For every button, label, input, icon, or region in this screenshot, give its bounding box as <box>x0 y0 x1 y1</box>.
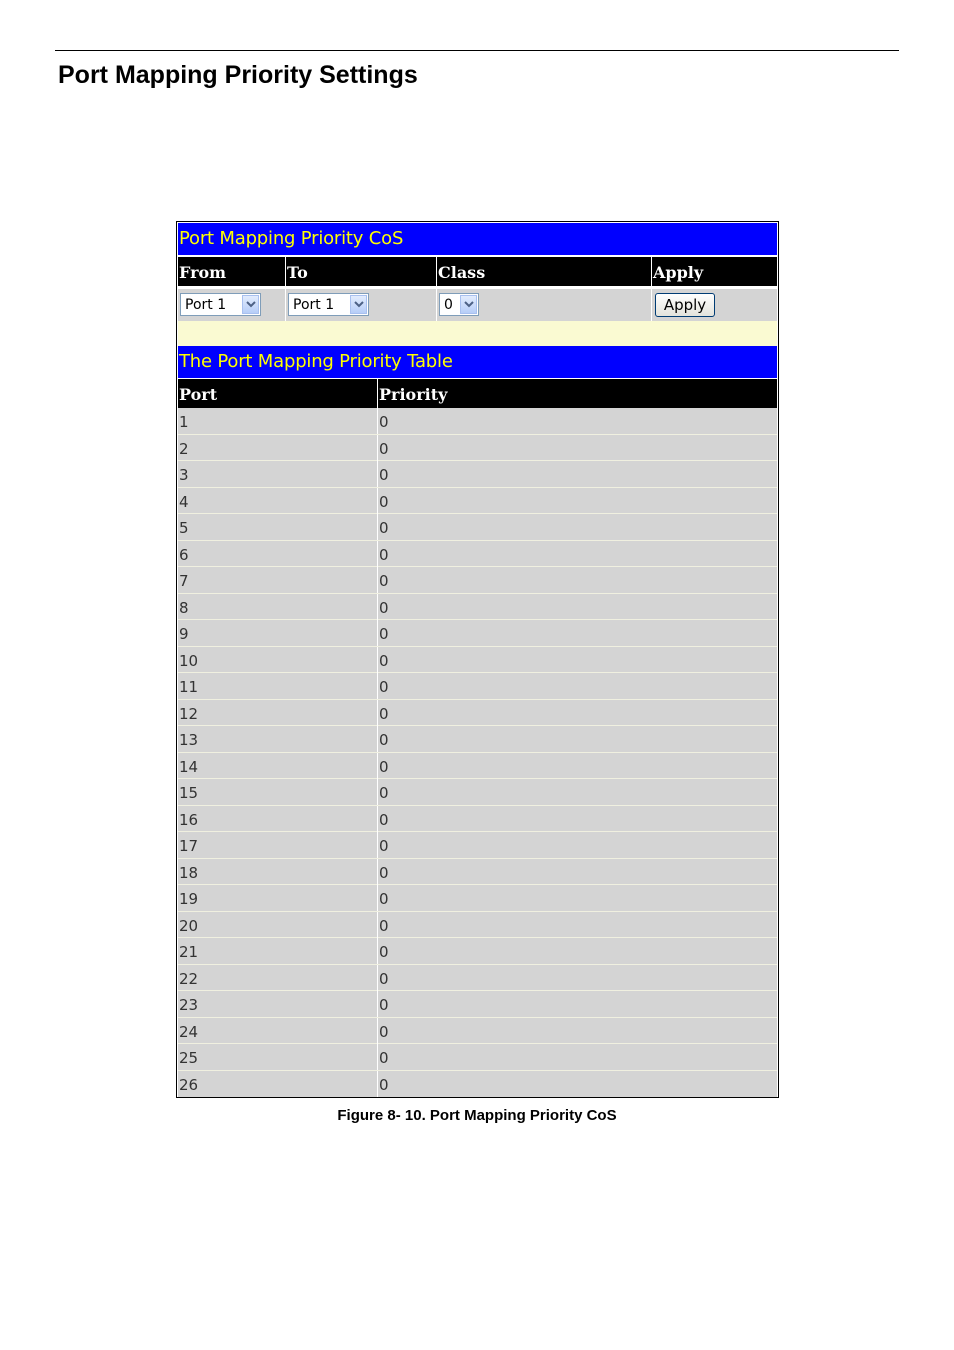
priority-cell: 0 <box>379 757 389 776</box>
priority-cell: 0 <box>379 598 389 617</box>
table-row <box>178 885 777 912</box>
port-cell: 16 <box>179 810 199 829</box>
port-cell: 9 <box>179 625 189 643</box>
priority-cell: 0 <box>379 784 389 802</box>
table-row <box>178 673 777 700</box>
table-row <box>178 408 777 435</box>
port-cell: 26 <box>179 1075 199 1094</box>
table-row <box>178 753 777 780</box>
table-row <box>178 806 777 833</box>
port-cell: 19 <box>179 890 199 908</box>
port-cell: 22 <box>179 969 199 988</box>
table-row <box>178 514 777 541</box>
priority-cell: 0 <box>379 572 389 590</box>
chevron-down-icon[interactable] <box>242 295 259 314</box>
control-divider <box>436 289 437 321</box>
spacer-row <box>178 321 777 346</box>
port-cell: 24 <box>179 1022 199 1041</box>
port-cell: 15 <box>179 784 199 802</box>
priority-cell: 0 <box>379 1075 389 1094</box>
port-mapping-panel <box>176 221 779 1098</box>
port-cell: 18 <box>179 863 199 882</box>
port-cell: 2 <box>179 439 189 458</box>
priority-table-body <box>178 408 777 1097</box>
table-row <box>178 938 777 965</box>
header-class: Class <box>438 263 486 282</box>
table-row <box>178 726 777 753</box>
table-row <box>178 859 777 886</box>
priority-cell: 0 <box>379 625 389 643</box>
table-row <box>178 965 777 992</box>
port-cell: 17 <box>179 837 199 855</box>
table-row <box>178 647 777 674</box>
priority-cell: 0 <box>379 545 389 564</box>
priority-cell: 0 <box>379 731 389 749</box>
class-select[interactable] <box>439 293 479 316</box>
priority-cell: 0 <box>379 863 389 882</box>
page-title: Port Mapping Priority Settings <box>58 61 418 89</box>
table-row <box>178 461 777 488</box>
cos-header-row <box>178 257 777 286</box>
port-cell: 6 <box>179 545 189 564</box>
table-title-bar <box>178 346 777 378</box>
to-port-select[interactable] <box>288 293 369 316</box>
header-priority: Priority <box>379 385 448 404</box>
table-row <box>178 991 777 1018</box>
port-cell: 7 <box>179 572 189 590</box>
from-port-value: Port 1 <box>185 297 227 313</box>
table-row <box>178 832 777 859</box>
priority-cell: 0 <box>379 519 389 537</box>
priority-cell: 0 <box>379 996 389 1014</box>
table-row <box>178 567 777 594</box>
priority-cell: 0 <box>379 439 389 458</box>
priority-cell: 0 <box>379 837 389 855</box>
priority-cell: 0 <box>379 969 389 988</box>
port-cell: 1 <box>179 413 189 431</box>
table-row <box>178 1018 777 1045</box>
chevron-down-icon[interactable] <box>350 295 367 314</box>
control-divider <box>285 289 286 321</box>
header-apply: Apply <box>653 263 704 282</box>
table-row <box>178 912 777 939</box>
port-cell: 4 <box>179 492 189 511</box>
table-row <box>178 594 777 621</box>
priority-cell: 0 <box>379 1049 389 1067</box>
table-row <box>178 779 777 806</box>
priority-cell: 0 <box>379 466 389 484</box>
priority-cell: 0 <box>379 492 389 511</box>
port-cell: 5 <box>179 519 189 537</box>
priority-cell: 0 <box>379 810 389 829</box>
priority-cell: 0 <box>379 678 389 696</box>
priority-cell: 0 <box>379 651 389 670</box>
port-cell: 21 <box>179 943 199 961</box>
to-port-value: Port 1 <box>293 297 335 313</box>
header-from: From <box>179 263 227 282</box>
priority-cell: 0 <box>379 413 389 431</box>
table-row <box>178 700 777 727</box>
priority-cell: 0 <box>379 704 389 723</box>
port-cell: 20 <box>179 916 199 935</box>
port-cell: 10 <box>179 651 199 670</box>
cos-title: Port Mapping Priority CoS <box>179 228 404 249</box>
figure-caption: Figure 8- 10. Port Mapping Priority CoS <box>337 1107 617 1124</box>
table-row <box>178 488 777 515</box>
class-value: 0 <box>444 297 453 313</box>
table-row <box>178 541 777 568</box>
port-cell: 25 <box>179 1049 199 1067</box>
cos-control-row <box>178 289 777 321</box>
port-cell: 12 <box>179 704 199 723</box>
apply-button[interactable]: Apply <box>655 293 715 317</box>
from-port-select[interactable] <box>180 293 261 316</box>
table-row <box>178 1071 777 1098</box>
priority-cell: 0 <box>379 1022 389 1041</box>
table-title: The Port Mapping Priority Table <box>179 351 453 372</box>
port-cell: 14 <box>179 757 199 776</box>
priority-cell: 0 <box>379 890 389 908</box>
table-row <box>178 620 777 647</box>
chevron-down-icon[interactable] <box>460 295 477 314</box>
priority-cell: 0 <box>379 943 389 961</box>
port-cell: 13 <box>179 731 199 749</box>
header-port: Port <box>179 385 218 404</box>
port-cell: 11 <box>179 678 199 696</box>
port-cell: 3 <box>179 466 189 484</box>
control-divider <box>651 289 652 321</box>
cos-title-bar <box>178 223 777 255</box>
port-cell: 23 <box>179 996 199 1014</box>
header-to: To <box>287 263 308 282</box>
port-cell: 8 <box>179 598 189 617</box>
priority-cell: 0 <box>379 916 389 935</box>
table-header-row <box>178 379 777 408</box>
table-row <box>178 435 777 462</box>
table-row <box>178 1044 777 1071</box>
top-rule <box>55 50 899 51</box>
